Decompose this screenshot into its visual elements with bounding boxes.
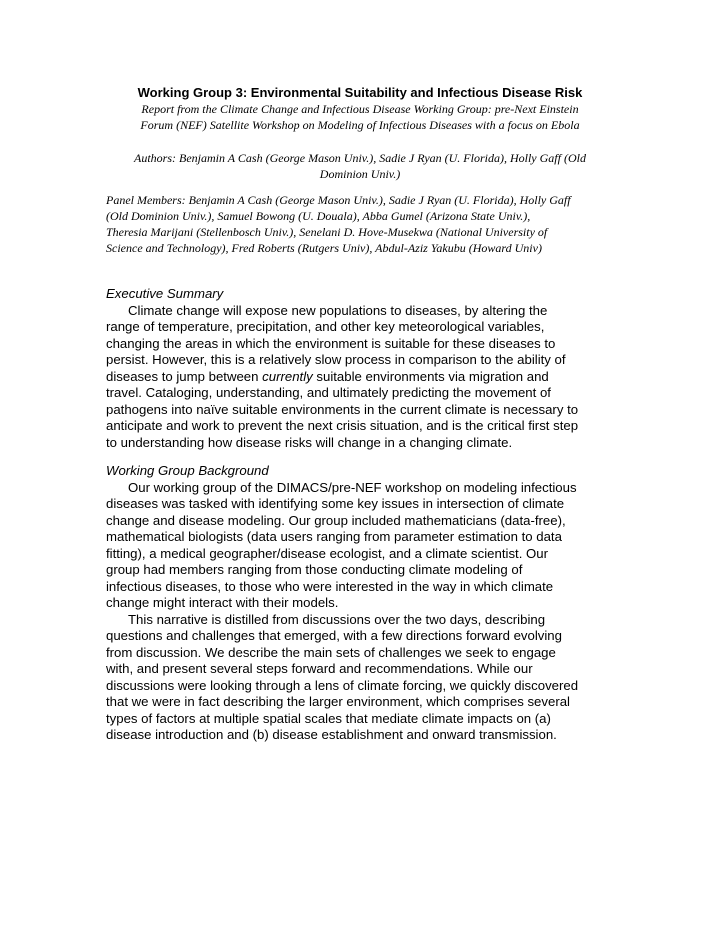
working-group-background-section xyxy=(106,463,626,744)
text-segment: suitable environments via migration and xyxy=(312,368,549,384)
paragraph-line: discussions were looking through a lens of climate forcing, we quickly discovered xyxy=(106,677,579,693)
authors-line: Authors: Benjamin A Cash (George Mason Univ.), Sadie J Ryan (U. Florida), Holly Gaff (Old xyxy=(134,151,586,165)
subtitle-line: Forum (NEF) Satellite Workshop on Modeling of Infectious Diseases with a focus on Ebola xyxy=(140,118,580,132)
text-segment: diseases to jump between xyxy=(106,368,263,384)
panel-line: Science and Technology), Fred Roberts (Rutgers Univ), Abdul-Aziz Yakubu (Howard Univ) xyxy=(106,241,542,255)
paragraph-line: to understanding how disease risks will change in a changing climate. xyxy=(106,434,513,450)
paragraph-line: changing the areas in which the environment is suitable for these diseases to xyxy=(106,335,556,351)
paragraph-line: anticipate and work to prevent the next crisis situation, and is the critical first step xyxy=(106,418,579,433)
paragraph-line: fitting), a medical geographer/disease ecologist, and a climate scientist. Our xyxy=(106,545,549,561)
panel-members xyxy=(106,192,616,256)
paragraph-line: questions and challenges that emerged, with a few directions forward evolving xyxy=(106,628,562,643)
paragraph-line: change might interact with their models. xyxy=(106,595,339,610)
paragraph-line: disease introduction and (b) disease establishment and onward transmission. xyxy=(106,727,557,742)
executive-summary-section xyxy=(106,286,626,451)
executive-summary-heading: Executive Summary xyxy=(106,286,224,301)
paragraph-line: from discussion. We describe the main sets of challenges we seek to engage xyxy=(106,644,556,660)
paragraph-line: with, and present several steps forward and recommendations. While our xyxy=(106,661,533,676)
paragraph-line: persist. However, this is a relatively slow process in comparison to the ability of xyxy=(106,352,566,367)
paragraph-line: that we were in fact describing the larger environment, which comprises several xyxy=(106,694,570,709)
background-heading: Working Group Background xyxy=(106,463,269,478)
paragraph-line: types of factors at multiple spatial scales that mediate climate impacts on (a) xyxy=(106,710,551,726)
panel-line: Theresia Marijani (Stellenbosch Univ.), Senelani D. Hove-Musekwa (National University of xyxy=(106,225,548,239)
paragraph-line xyxy=(106,369,626,386)
emphasis-text: currently xyxy=(262,368,313,384)
paragraph-line: This narrative is distilled from discussions over the two days, describing xyxy=(128,611,546,627)
paragraph-line: travel. Cataloging, understanding, and ultimately predicting the movement of xyxy=(106,385,551,400)
paragraph-line: mathematical biologists (data users ranging from parameter estimation to data xyxy=(106,529,562,544)
paragraph-line: infectious diseases, to those who were interested in the way in which climate xyxy=(106,578,554,594)
document-title: Working Group 3: Environmental Suitability and Infectious Disease Risk xyxy=(137,85,583,100)
paragraph-line: Climate change will expose new populations to diseases, by altering the xyxy=(128,302,548,318)
subtitle-line: Report from the Climate Change and Infectious Disease Working Group: pre-Next Einstein xyxy=(141,102,579,116)
authors-line: Dominion Univ.) xyxy=(319,167,401,181)
paragraph-line: diseases was tasked with identifying some key issues in intersection of climate xyxy=(106,496,565,511)
paragraph-line: range of temperature, precipitation, and other key meteorological variables, xyxy=(106,319,545,334)
document-subtitle xyxy=(110,101,610,133)
authors xyxy=(110,150,610,182)
paragraph-line: pathogens into naïve suitable environments in the current climate is necessary to xyxy=(106,401,579,417)
panel-line: Panel Members: Benjamin A Cash (George Mason Univ.), Sadie J Ryan (U. Florida), Holly Gaff xyxy=(106,193,571,207)
paragraph-line: group had members ranging from those conducting climate modeling of xyxy=(106,562,523,577)
paragraph-line: change and disease modeling. Our group included mathematicians (data-free), xyxy=(106,512,566,528)
paragraph-line: Our working group of the DIMACS/pre-NEF workshop on modeling infectious xyxy=(128,479,577,495)
panel-line: (Old Dominion Univ.), Samuel Bowong (U. Douala), Abba Gumel (Arizona State Univ.), xyxy=(106,209,531,223)
